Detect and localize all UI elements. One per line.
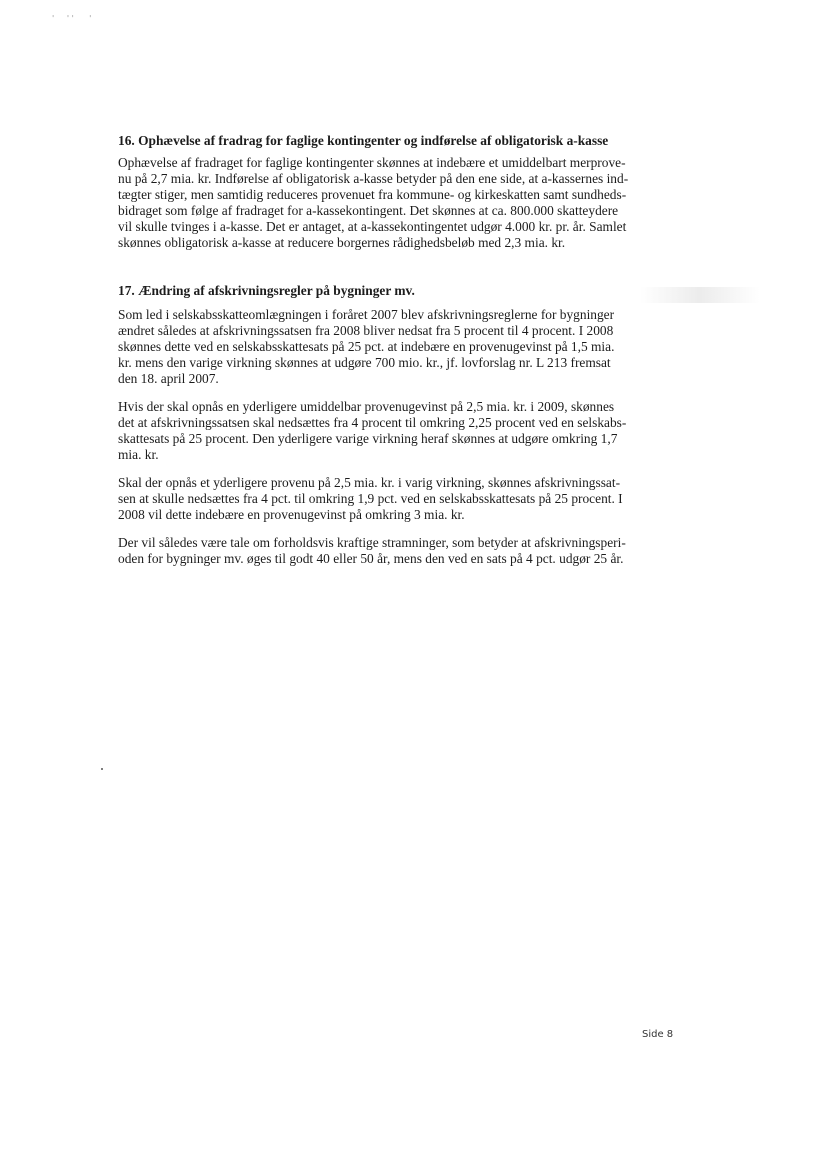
text-line: oden for bygninger mv. øges til godt 40 eller 50 år, mens den ved en sats på 4 pct. udgør 25 år. — [118, 551, 624, 566]
scan-dot — [101, 768, 103, 770]
paragraph — [118, 155, 678, 251]
section-16 — [118, 133, 678, 263]
text-line: den 18. april 2007. — [118, 371, 219, 386]
paragraph — [118, 475, 678, 523]
text-line: nu på 2,7 mia. kr. Indførelse af obligatorisk a-kasse betyder på den ene side, at a-kassernes ind- — [118, 171, 629, 186]
text-line: vil skulle tvinges i a-kasse. Det er antaget, at a-kassekontingentet udgør 4.000 kr. pr. år. Samlet — [118, 219, 627, 234]
section-heading: 16. Ophævelse af fradrag for faglige kontingenter og indførelse af obligatorisk a-kasse — [118, 133, 609, 148]
text-line: skønnes obligatorisk a-kasse at reducere borgernes rådighedsbeløb med 2,3 mia. kr. — [118, 235, 566, 250]
text-line: Hvis der skal opnås en yderligere umiddelbar provenugevinst på 2,5 mia. kr. i 2009, skønnes — [118, 399, 615, 414]
text-line: bidraget som følge af fradraget for a-kassekontingent. Det skønnes at ca. 800.000 skatteydere — [118, 203, 619, 218]
text-line: skattesats på 25 procent. Den yderligere varige virkning heraf skønnes at udgøre omkring 1,7 — [118, 431, 618, 446]
text-line: tægter stiger, men samtidig reduceres provenuet fra kommune- og kirkeskatten samt sundheds- — [118, 187, 627, 202]
text-line: kr. mens den varige virkning skønnes at udgøre 700 mio. kr., jf. lovforslag nr. L 213 fremsat — [118, 355, 611, 370]
section-heading: 17. Ændring af afskrivningsregler på bygninger mv. — [118, 283, 415, 298]
section-17 — [118, 283, 678, 579]
text-line: Ophævelse af fradraget for faglige kontingenter skønnes at indebære et umiddelbart merprove- — [118, 155, 626, 170]
text-line: 2008 vil dette indebære en provenugevinst på omkring 3 mia. kr. — [118, 507, 465, 522]
paragraph — [118, 535, 678, 567]
scan-artifact: ' ' ' ' — [52, 14, 92, 23]
text-line: mia. kr. — [118, 447, 159, 462]
text-line: Som led i selskabsskatteomlægningen i foråret 2007 blev afskrivningsreglerne for bygninger — [118, 307, 615, 322]
text-line: sen at skulle nedsættes fra 4 pct. til omkring 1,9 pct. ved en selskabsskattesats på 25 procent. I — [118, 491, 623, 506]
paragraph — [118, 307, 678, 387]
text-line: skønnes dette ved en selskabsskattesats på 25 pct. at indebære en provenugevinst på 1,5 mia. — [118, 339, 615, 354]
text-line: ændret således at afskrivningssatsen fra 2008 bliver nedsat fra 5 procent til 4 procent. I 2008 — [118, 323, 614, 338]
page-number: Side 8 — [642, 1029, 674, 1040]
text-line: Skal der opnås et yderligere provenu på 2,5 mia. kr. i varig virkning, skønnes afskrivningssat- — [118, 475, 621, 490]
text-line: Der vil således være tale om forholdsvis kraftige stramninger, som betyder at afskrivningsperi- — [118, 535, 626, 550]
paragraph — [118, 399, 678, 463]
text-line: det at afskrivningssatsen skal nedsættes fra 4 procent til omkring 2,25 procent ved en selskabs- — [118, 415, 627, 430]
